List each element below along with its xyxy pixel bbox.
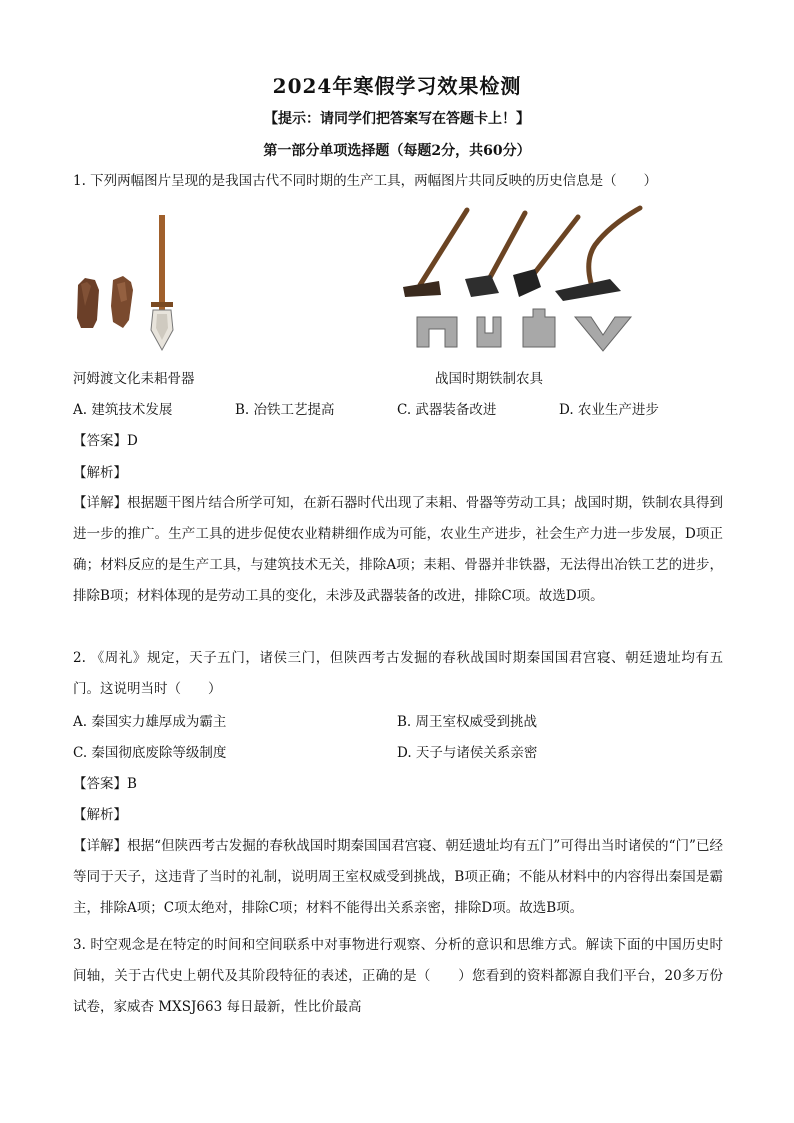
- q1-option-d: D. 农业生产进步: [559, 402, 659, 418]
- q2-detail-text: 根据“但陕西考古发掘的春秋战国时期秦国国君宫寝、朝廷遗址均有五门”可得出当时诸侯的“门”已经等同于天子，这违背了当时的礼制，说明周王室权威受到挑战，B项正确；不能从材料中的内容得出秦国是霸主，排除A项；C项太绝对，排除C项；材料不能得出关系亲密，排除D项。故选B项。: [73, 838, 724, 916]
- q2-option-b: B. 周王室权威受到挑战: [397, 714, 538, 730]
- q2-analysis-label: 【解析】: [73, 807, 127, 823]
- q1-option-a: A. 建筑技术发展: [73, 402, 173, 418]
- q1-detail: [73, 488, 723, 612]
- section-heading: 第一部分单项选择题（每题2分，共60分）: [263, 143, 531, 159]
- page-title: 2024年寒假学习效果检测: [272, 74, 522, 98]
- instruction-tip: 【提示：请同学们把答案写在答题卡上！】: [264, 111, 530, 127]
- iron-tools-image: [395, 205, 650, 360]
- q2-detail: [73, 831, 723, 924]
- figure-caption-left: 河姆渡文化耒耜骨器: [73, 371, 195, 387]
- q2-option-d: D. 天子与诸侯关系亲密: [397, 745, 538, 761]
- bone-tools-image: [73, 210, 193, 355]
- q1-option-c: C. 武器装备改进: [397, 402, 497, 418]
- question-3-stem: 3. 时空观念是在特定的时间和空间联系中对事物进行观察、分析的意识和思维方式。解读下面的中国历史时间轴，关于古代史上朝代及其阶段特征的表述，正确的是（ ）您看到的资料都源自我们平台，20多万份试卷，家威杏 MXSJ663 每日最新，性比价最高: [73, 937, 723, 1015]
- question-2-stem: 2. 《周礼》规定，天子五门，诸侯三门，但陕西考古发掘的春秋战国时期秦国国君宫寝、朝廷遗址均有五门。这说明当时（ ）: [73, 650, 723, 697]
- q2-option-c: C. 秦国彻底废除等级制度: [73, 745, 227, 761]
- q1-detail-text: 根据题干图片结合所学可知，在新石器时代出现了耒耜、骨器等劳动工具；战国时期，铁制农具得到进一步的推广。生产工具的进步促使农业精耕细作成为可能，农业生产进步，社会生产力进一步发展，D项正确；材料反应的是生产工具，与建筑技术无关，排除A项；耒耜、骨器并非铁器，无法得出冶铁工艺的进步，排除B项；材料体现的是劳动工具的变化，未涉及武器装备的改进，排除C项。故选D项。: [73, 495, 724, 604]
- q2-option-a: A. 秦国实力雄厚成为霸主: [73, 714, 227, 730]
- question-1-stem: 1. 下列两幅图片呈现的是我国古代不同时期的生产工具，两幅图片共同反映的历史信息是（ ）: [73, 173, 658, 189]
- q1-option-b: B. 冶铁工艺提高: [235, 402, 335, 418]
- q2-detail-label: 【详解】: [73, 838, 128, 854]
- q1-answer: 【答案】D: [73, 433, 138, 449]
- q1-analysis-label: 【解析】: [73, 465, 127, 481]
- q1-detail-label: 【详解】: [73, 495, 128, 511]
- figure-caption-right: 战国时期铁制农具: [435, 371, 543, 387]
- q2-answer: 【答案】B: [73, 776, 137, 792]
